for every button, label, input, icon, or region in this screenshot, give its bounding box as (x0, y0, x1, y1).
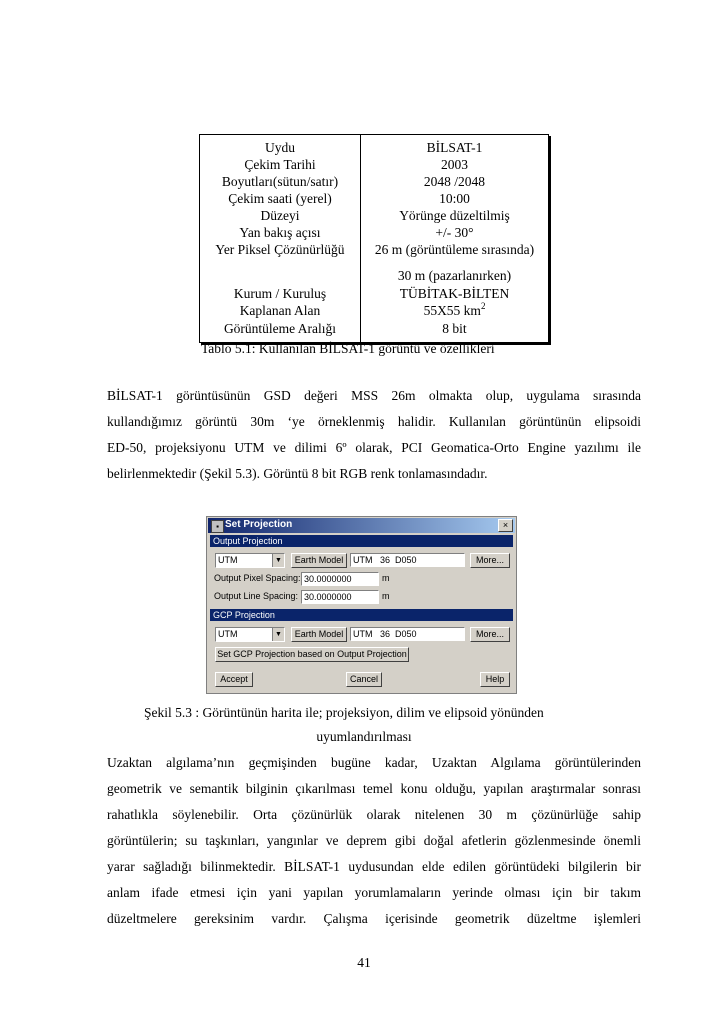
table-row (200, 139, 548, 156)
table-cell-value (361, 302, 548, 319)
table-cell-value: 26 m (görüntüleme sırasında) (374, 242, 535, 257)
table-row (200, 173, 548, 190)
text-line: Uzaktan algılama’nın geçmişinden bugüne kadar, Uzaktan Algılama görüntülerinden (107, 755, 641, 770)
table-cell-label: Çekim Tarihi (244, 157, 316, 172)
table-cell-label: Görüntüleme Aralığı (223, 321, 337, 336)
table-cell-value: 2003 (441, 157, 468, 172)
set-gcp-projection-button[interactable]: Set GCP Projection based on Output Projection (215, 647, 409, 662)
text-line: geometrik ve semantik bilginin çıkarılması temel konu olduğu, yapılan araştırmalar sonrası (107, 781, 641, 796)
table-cell-label: Düzeyi (260, 208, 300, 223)
table-cell-value: 10:00 (439, 191, 470, 206)
table-row (200, 207, 548, 224)
superscript: 2 (480, 301, 486, 311)
app-icon: ▪ (211, 520, 224, 533)
text-line: BİLSAT-1 görüntüsünün GSD değeri MSS 26m olmakta olup, uygulama sırasında (107, 388, 641, 403)
table-cell-value: TÜBİTAK-BİLTEN (399, 286, 510, 301)
table-cell-value: 8 bit (442, 321, 467, 336)
gcp-projection-select[interactable] (215, 627, 285, 642)
table-cell-value-text: 55X55 km (423, 303, 481, 318)
pixel-spacing-label: Output Pixel Spacing: (214, 573, 301, 583)
table-cell-value: Yörünge düzeltilmiş (399, 208, 510, 223)
table-row (200, 285, 548, 302)
text-line: anlam ifade etmesi için yani yapılan yorumlamaların yerinde olması için bir takım (107, 885, 641, 900)
dialog-titlebar[interactable] (208, 518, 515, 533)
table-row (200, 320, 548, 337)
gcp-more-button[interactable]: More... (470, 627, 510, 642)
text-line: ED-50, projeksiyonu UTM ve dilimi 6º olarak, PCI Geomatica-Orto Engine yazılımı ile (107, 440, 641, 455)
table-cell-label: Yer Piksel Çözünürlüğü (215, 242, 345, 257)
satellite-spec-table (199, 134, 549, 343)
gcp-projection-string-field[interactable]: UTM 36 D050 (350, 627, 465, 641)
text-line: düzeltmelere gereksinim vardır. Çalışma içerisinde geometrik düzeltme işlemleri (107, 911, 641, 926)
gcp-projection-header: GCP Projection (210, 609, 513, 621)
text-line: belirlenmektedir (Şekil 5.3). Görüntü 8 bit RGB renk tonlamasındadır. (107, 466, 488, 481)
paragraph-remote-sensing (107, 750, 641, 932)
table-cell-value: BİLSAT-1 (426, 140, 483, 155)
table-row (200, 302, 548, 319)
output-projection-string-field[interactable]: UTM 36 D050 (350, 553, 465, 567)
pixel-spacing-input[interactable]: 30.0000000 (301, 572, 379, 586)
pixel-spacing-unit: m (382, 573, 390, 583)
accept-button[interactable]: Accept (215, 672, 253, 687)
cancel-button[interactable]: Cancel (346, 672, 382, 687)
table-cell-value: 30 m (pazarlanırken) (397, 268, 512, 283)
table-caption: Tablo 5.1: Kullanılan BİLSAT-1 görüntü ve özellikleri (201, 341, 495, 356)
line-spacing-unit: m (382, 591, 390, 601)
help-button[interactable]: Help (480, 672, 510, 687)
table-cell-label: Çekim saati (yerel) (228, 191, 332, 206)
figure-caption-line-2: uyumlandırılması (316, 729, 412, 744)
output-projection-value: UTM (218, 555, 238, 565)
table-row (200, 190, 548, 207)
table-cell-value: 2048 /2048 (423, 174, 486, 189)
page-number: 41 (357, 955, 371, 970)
paragraph-gsd (107, 383, 641, 487)
table-row (200, 241, 548, 258)
close-button[interactable]: × (498, 519, 513, 532)
dialog-title: Set Projection (225, 519, 293, 530)
table-cell-label: Yan bakış açısı (239, 225, 321, 240)
line-spacing-input[interactable]: 30.0000000 (301, 590, 379, 604)
text-line: rahatlıkla söylenebilir. Orta çözünürlük olarak nitelenen 30 m çözünürlüğe sahip (107, 807, 641, 822)
more-button[interactable]: More... (470, 553, 510, 568)
set-projection-dialog (206, 516, 517, 694)
table-cell-label: Boyutları(sütun/satır) (221, 174, 339, 189)
table-cell-label: Uydu (265, 140, 295, 155)
gcp-projection-value: UTM (218, 629, 238, 639)
earth-model-button[interactable]: Earth Model (291, 553, 347, 568)
output-projection-select[interactable] (215, 553, 285, 568)
text-line: görüntülerin; su taşkınları, yangınlar ve deprem gibi doğal afetlerin gözlenmesinde önemli (107, 833, 641, 848)
gcp-earth-model-button[interactable]: Earth Model (291, 627, 347, 642)
table-cell-label: Kaplanan Alan (239, 303, 321, 318)
output-projection-header: Output Projection (210, 535, 513, 547)
chevron-down-icon[interactable]: ▼ (272, 554, 284, 567)
text-line: yarar sağladığı bilinmektedir. BİLSAT-1 uydusundan elde edilen görüntüdeki bilgilerin bir (107, 859, 641, 874)
figure-caption-line-1: Şekil 5.3 : Görüntünün harita ile; projeksiyon, dilim ve elipsoid yönünden (144, 705, 544, 720)
text-line: kullandığımız görüntü 30m ‘ye örneklenmiş halidir. Kullanılan görüntünün elipsoidi (107, 414, 641, 429)
table-row (200, 224, 548, 241)
chevron-down-icon[interactable]: ▼ (272, 628, 284, 641)
line-spacing-label: Output Line Spacing: (214, 591, 299, 601)
table-row (200, 267, 548, 284)
table-cell-value: +/- 30° (435, 225, 474, 240)
table-row (200, 156, 548, 173)
table-cell-label: Kurum / Kuruluş (233, 286, 327, 301)
